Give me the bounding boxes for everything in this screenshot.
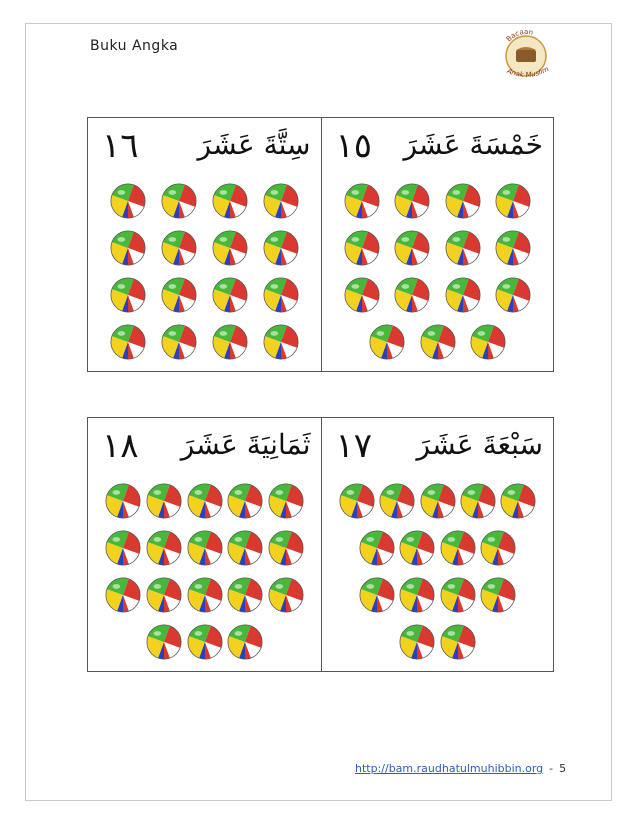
beach-ball-icon: [494, 229, 532, 267]
beach-ball-icon: [419, 482, 457, 520]
ball-set: [88, 418, 321, 671]
beach-ball-icon: [368, 323, 406, 361]
beach-ball-icon: [393, 182, 431, 220]
card-18: [88, 418, 321, 671]
footer-separator: -: [549, 762, 554, 775]
beach-ball-icon: [267, 482, 305, 520]
beach-ball-icon: [262, 182, 300, 220]
beach-ball-icon: [398, 623, 436, 661]
beach-ball-icon: [494, 276, 532, 314]
numeral: ١٦: [102, 126, 139, 166]
page-number: 5: [559, 762, 567, 775]
beach-ball-icon: [267, 529, 305, 567]
beach-ball-icon: [186, 576, 224, 614]
beach-ball-icon: [338, 482, 376, 520]
beach-ball-icon: [109, 182, 147, 220]
beach-ball-icon: [267, 576, 305, 614]
beach-ball-icon: [104, 576, 142, 614]
beach-ball-icon: [226, 576, 264, 614]
beach-ball-icon: [186, 623, 224, 661]
beach-ball-icon: [160, 229, 198, 267]
beach-ball-icon: [109, 229, 147, 267]
header-title: Buku Angka: [90, 38, 179, 54]
beach-ball-icon: [494, 182, 532, 220]
number-word: ثَمَانِيَةَ عَشَرَ: [180, 428, 311, 461]
beach-ball-icon: [479, 576, 517, 614]
beach-ball-icon: [499, 482, 537, 520]
beach-ball-icon: [145, 623, 183, 661]
beach-ball-icon: [398, 576, 436, 614]
beach-ball-icon: [479, 529, 517, 567]
beach-ball-icon: [262, 229, 300, 267]
beach-ball-icon: [398, 529, 436, 567]
site-link[interactable]: http://bam.raudhatulmuhibbin.org: [355, 762, 544, 775]
beach-ball-icon: [226, 623, 264, 661]
beach-ball-icon: [226, 529, 264, 567]
number-word: سِتَّةَ عَشَرَ: [197, 128, 311, 161]
beach-ball-icon: [211, 276, 249, 314]
beach-ball-icon: [211, 323, 249, 361]
beach-ball-icon: [104, 482, 142, 520]
beach-ball-icon: [469, 323, 507, 361]
beach-ball-icon: [419, 323, 457, 361]
beach-ball-icon: [160, 182, 198, 220]
number-grid-top: [87, 117, 554, 372]
beach-ball-icon: [444, 182, 482, 220]
beach-ball-icon: [343, 229, 381, 267]
card-17: [321, 418, 554, 671]
beach-ball-icon: [109, 276, 147, 314]
number-word: سَبْعَةَ عَشَرَ: [416, 428, 543, 461]
ball-set: [322, 418, 554, 671]
beach-ball-icon: [145, 576, 183, 614]
numeral: ١٧: [335, 426, 373, 466]
beach-ball-icon: [109, 323, 147, 361]
beach-ball-icon: [262, 276, 300, 314]
ball-set: [88, 118, 321, 371]
card-16: [88, 118, 321, 371]
beach-ball-icon: [262, 323, 300, 361]
beach-ball-icon: [439, 623, 477, 661]
svg-text:Anak Muslim: Anak Muslim: [505, 65, 551, 80]
beach-ball-icon: [343, 276, 381, 314]
svg-text:Bacaan: Bacaan: [504, 27, 534, 44]
numeral: ١٥: [335, 126, 373, 166]
beach-ball-icon: [160, 276, 198, 314]
beach-ball-icon: [358, 529, 396, 567]
beach-ball-icon: [444, 276, 482, 314]
number-word: خَمْسَةَ عَشَرَ: [403, 128, 543, 161]
beach-ball-icon: [226, 482, 264, 520]
card-15: [321, 118, 554, 371]
beach-ball-icon: [378, 482, 416, 520]
logo: [494, 26, 558, 84]
beach-ball-icon: [439, 529, 477, 567]
beach-ball-icon: [358, 576, 396, 614]
beach-ball-icon: [211, 182, 249, 220]
beach-ball-icon: [104, 529, 142, 567]
numeral: ١٨: [102, 426, 139, 466]
beach-ball-icon: [211, 229, 249, 267]
beach-ball-icon: [343, 182, 381, 220]
footer: [355, 762, 566, 775]
beach-ball-icon: [160, 323, 198, 361]
beach-ball-icon: [393, 229, 431, 267]
beach-ball-icon: [145, 482, 183, 520]
beach-ball-icon: [186, 482, 224, 520]
beach-ball-icon: [439, 576, 477, 614]
beach-ball-icon: [186, 529, 224, 567]
beach-ball-icon: [393, 276, 431, 314]
number-grid-bottom: [87, 417, 554, 672]
beach-ball-icon: [444, 229, 482, 267]
ball-set: [322, 118, 554, 371]
beach-ball-icon: [459, 482, 497, 520]
beach-ball-icon: [145, 529, 183, 567]
